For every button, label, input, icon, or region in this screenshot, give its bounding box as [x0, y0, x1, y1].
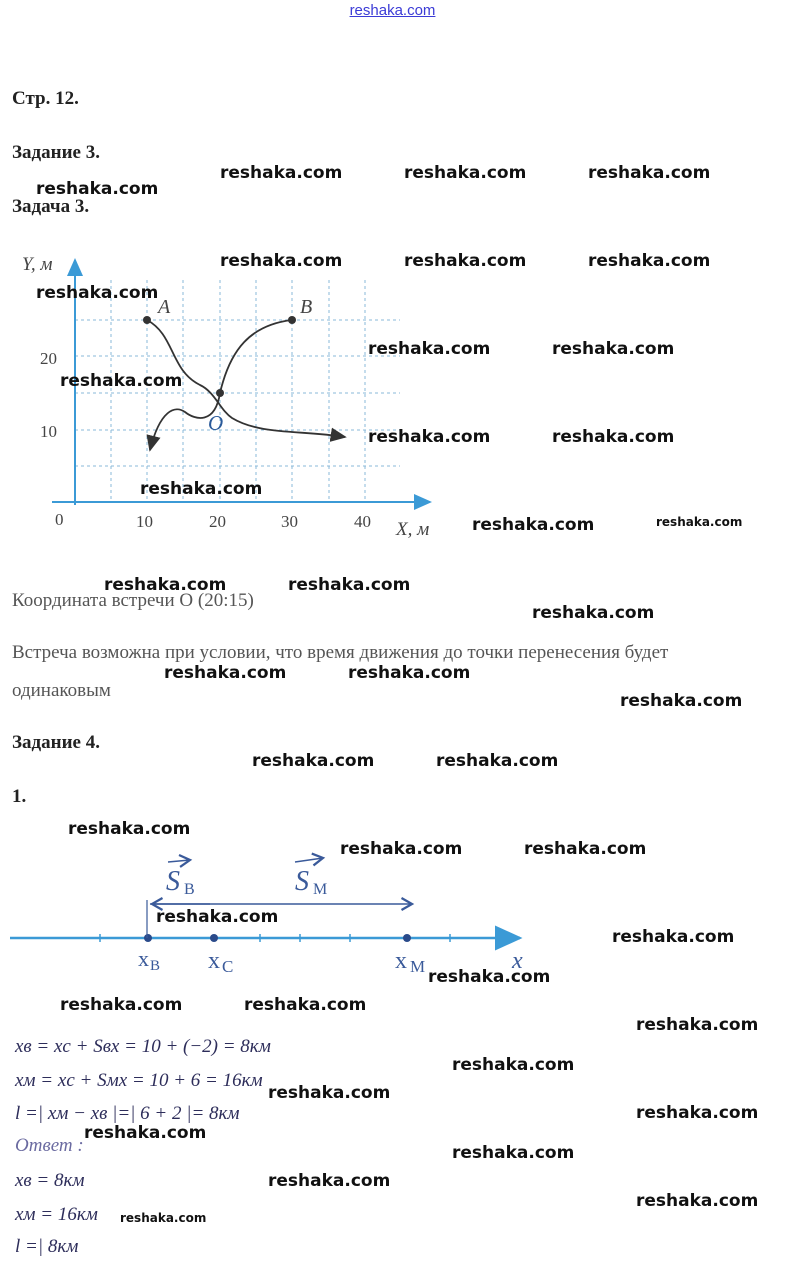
- x-axis-label: X, м: [396, 519, 430, 540]
- equation-l: l =| xм − xв |=| 6 + 2 |= 8км: [15, 1103, 240, 1124]
- watermark: reshaka.com: [60, 371, 183, 391]
- point-a-dot: [143, 316, 151, 324]
- watermark: reshaka.com: [84, 1123, 207, 1143]
- equation-xb: xв = xс + Sвх = 10 + (−2) = 8км: [15, 1036, 271, 1057]
- page-heading: Стр. 12.: [12, 88, 79, 109]
- watermark: reshaka.com: [636, 1015, 759, 1035]
- problem3-heading: Задача 3.: [12, 196, 90, 217]
- point-b-label: B: [300, 296, 313, 318]
- x-tick-20: 20: [209, 512, 226, 531]
- watermark: reshaka.com: [452, 1143, 575, 1163]
- watermark: reshaka.com: [368, 339, 491, 359]
- xc-sub: C: [222, 957, 234, 976]
- watermark: reshaka.com: [36, 179, 159, 199]
- meeting-text: Координата встречи О (20:15): [12, 590, 254, 611]
- xm-label: x: [395, 948, 407, 974]
- watermark: reshaka.com: [120, 1211, 207, 1225]
- watermark: reshaka.com: [436, 751, 559, 771]
- xm-dot: [403, 934, 411, 942]
- x-tick-40: 40: [354, 512, 371, 531]
- y-tick-10: 10: [40, 422, 57, 441]
- grid: [75, 280, 400, 502]
- xb-dot: [144, 934, 152, 942]
- watermark: reshaka.com: [404, 163, 527, 183]
- watermark: reshaka.com: [104, 575, 227, 595]
- condition-line1: Встреча возможна при условии, что время движения до точки перенесения будет: [12, 642, 669, 663]
- axis-x-label: x: [512, 948, 523, 974]
- watermark: reshaka.com: [428, 967, 551, 987]
- watermark: reshaka.com: [524, 839, 647, 859]
- site-link[interactable]: reshaka.com: [349, 2, 436, 19]
- watermark: reshaka.com: [68, 819, 191, 839]
- watermark: reshaka.com: [636, 1191, 759, 1211]
- watermark: reshaka.com: [552, 427, 675, 447]
- watermark: reshaka.com: [472, 515, 595, 535]
- vector-sb-sub: B: [184, 881, 195, 898]
- equation-xm: xм = xс + Sмх = 10 + 6 = 16км: [15, 1070, 263, 1091]
- watermark: reshaka.com: [348, 663, 471, 683]
- point-b-dot: [288, 316, 296, 324]
- item1-label: 1.: [12, 786, 27, 807]
- vector-sb-label: S: [166, 866, 180, 897]
- watermark: reshaka.com: [36, 283, 159, 303]
- watermark: reshaka.com: [220, 251, 343, 271]
- watermark: reshaka.com: [452, 1055, 575, 1075]
- y-axis-label: Y, м: [22, 254, 53, 275]
- watermark: reshaka.com: [368, 427, 491, 447]
- x-tick-30: 30: [281, 512, 298, 531]
- watermark: reshaka.com: [404, 251, 527, 271]
- y-tick-20: 20: [40, 349, 57, 368]
- watermark: reshaka.com: [244, 995, 367, 1015]
- answer-l: l =| 8км: [15, 1236, 79, 1257]
- xm-sub: M: [410, 957, 426, 976]
- watermark: reshaka.com: [612, 927, 735, 947]
- task3-heading: Задание 3.: [12, 142, 100, 163]
- watermark: reshaka.com: [220, 163, 343, 183]
- point-a-label: A: [158, 296, 171, 318]
- point-o-label: O: [208, 411, 224, 435]
- answer-xm: xм = 16км: [15, 1204, 98, 1225]
- watermark: reshaka.com: [60, 995, 183, 1015]
- watermark: reshaka.com: [552, 339, 675, 359]
- watermark: reshaka.com: [268, 1171, 391, 1191]
- watermark: reshaka.com: [636, 1103, 759, 1123]
- answer-xb: xв = 8км: [15, 1170, 85, 1191]
- watermark: reshaka.com: [588, 163, 711, 183]
- xc-label: x: [208, 948, 220, 974]
- watermark: reshaka.com: [268, 1083, 391, 1103]
- watermark: reshaka.com: [156, 907, 279, 927]
- watermark: reshaka.com: [140, 479, 263, 499]
- answer-label: Ответ :: [15, 1135, 84, 1156]
- watermark: reshaka.com: [164, 663, 287, 683]
- condition-line2: одинаковым: [12, 680, 111, 701]
- watermark: reshaka.com: [588, 251, 711, 271]
- xb-label: x: [138, 946, 149, 971]
- xc-dot: [210, 934, 218, 942]
- watermark: reshaka.com: [288, 575, 411, 595]
- x-tick-10: 10: [136, 512, 153, 531]
- task4-heading: Задание 4.: [12, 732, 100, 753]
- vector-sm-label: S: [295, 866, 309, 897]
- watermark: reshaka.com: [532, 603, 655, 623]
- watermark: reshaka.com: [656, 515, 743, 529]
- x-tick-0: 0: [55, 510, 64, 529]
- watermark: reshaka.com: [620, 691, 743, 711]
- xb-sub: B: [150, 958, 161, 974]
- watermark: reshaka.com: [340, 839, 463, 859]
- vector-sm-sub: M: [313, 881, 328, 898]
- watermark: reshaka.com: [252, 751, 375, 771]
- point-o-dot: [216, 389, 224, 397]
